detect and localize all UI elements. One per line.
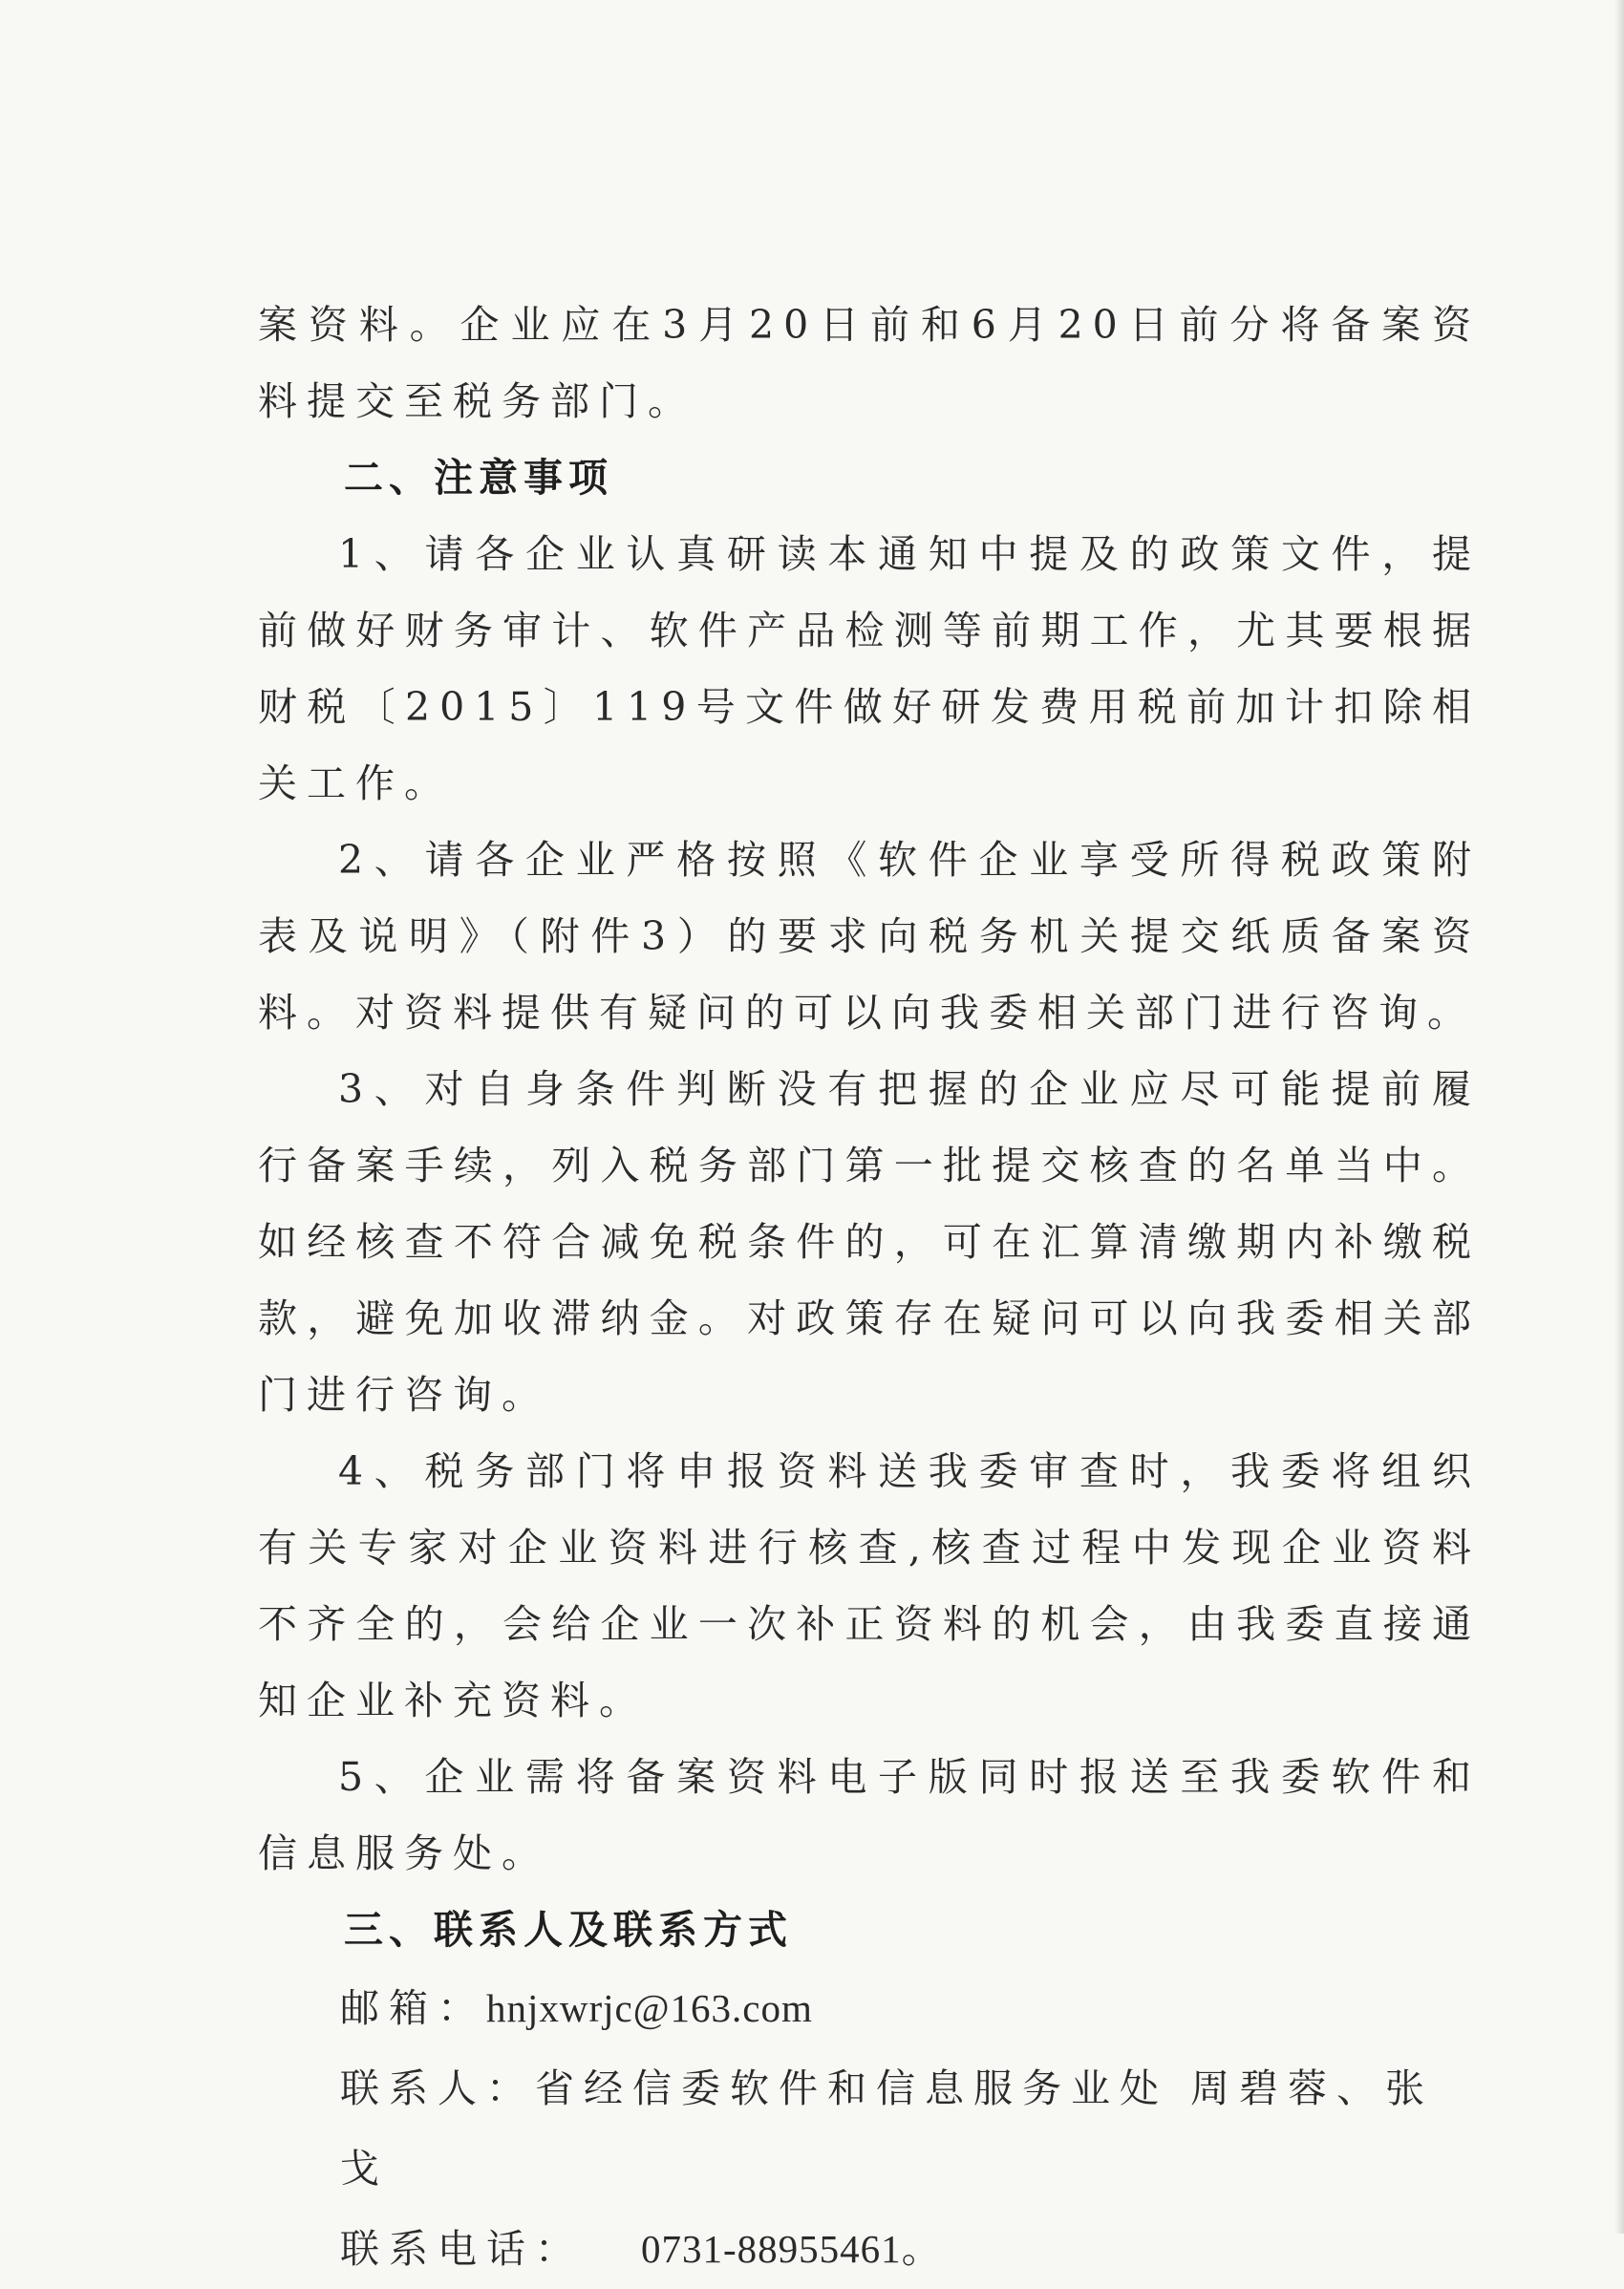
- contact-person-value: 省经信委软件和信息服务业处 周碧蓉、张戈: [340, 2065, 1435, 2192]
- paragraph-intro-continued: 案资料。企业应在3月20日前和6月20日前分将备案资料提交至税务部门。: [258, 302, 1481, 424]
- paragraph-item-2: 2、请各企业严格按照《软件企业享受所得税政策附表及说明》（附件3）的要求向税务机关提交纸质备案资料。对资料提供有疑问的可以向我委相关部门进行咨询。: [258, 837, 1481, 1036]
- contact-person-line: [258, 2048, 1481, 2209]
- contact-email-line: [258, 1968, 1481, 2048]
- phone-label: 联系电话：: [340, 2226, 584, 2272]
- paragraph-item-3: 3、对自身条件判断没有把握的企业应尽可能提前履行备案手续，列入税务部门第一批提交核查的名单当中。如经核查不符合减免税条件的，可在汇算清缴期内补缴税款，避免加收滞纳金。对政策存在疑问可以向我委相关部门进行咨询。: [258, 1066, 1481, 1418]
- document-body: [258, 287, 1481, 2289]
- section-heading-contacts: 三、联系人及联系方式: [344, 1907, 793, 1953]
- section-heading-notes: 二、注意事项: [344, 455, 613, 501]
- email-label: 邮箱：: [340, 1985, 486, 2031]
- phone-value: 0731-88955461。: [641, 2227, 942, 2271]
- contact-person-label: 联系人：: [340, 2065, 535, 2111]
- email-value: hnjxwrjc@163.com: [486, 1986, 813, 2030]
- contact-phone-line: [258, 2209, 1481, 2289]
- paragraph-item-4: 4、税务部门将申报资料送我委审查时，我委将组织有关专家对企业资料进行核查,核查过程中发现企业资料不齐全的，会给企业一次补正资料的机会，由我委直接通知企业补充资料。: [258, 1448, 1481, 1723]
- paragraph-item-5: 5、企业需将备案资料电子版同时报送至我委软件和信息服务处。: [258, 1754, 1481, 1876]
- paragraph-item-1: 1、请各企业认真研读本通知中提及的政策文件，提前做好财务审计、软件产品检测等前期工作，尤其要根据财税〔2015〕119号文件做好研发费用税前加计扣除相关工作。: [258, 531, 1481, 806]
- scan-shadow-edge: [1614, 0, 1624, 2234]
